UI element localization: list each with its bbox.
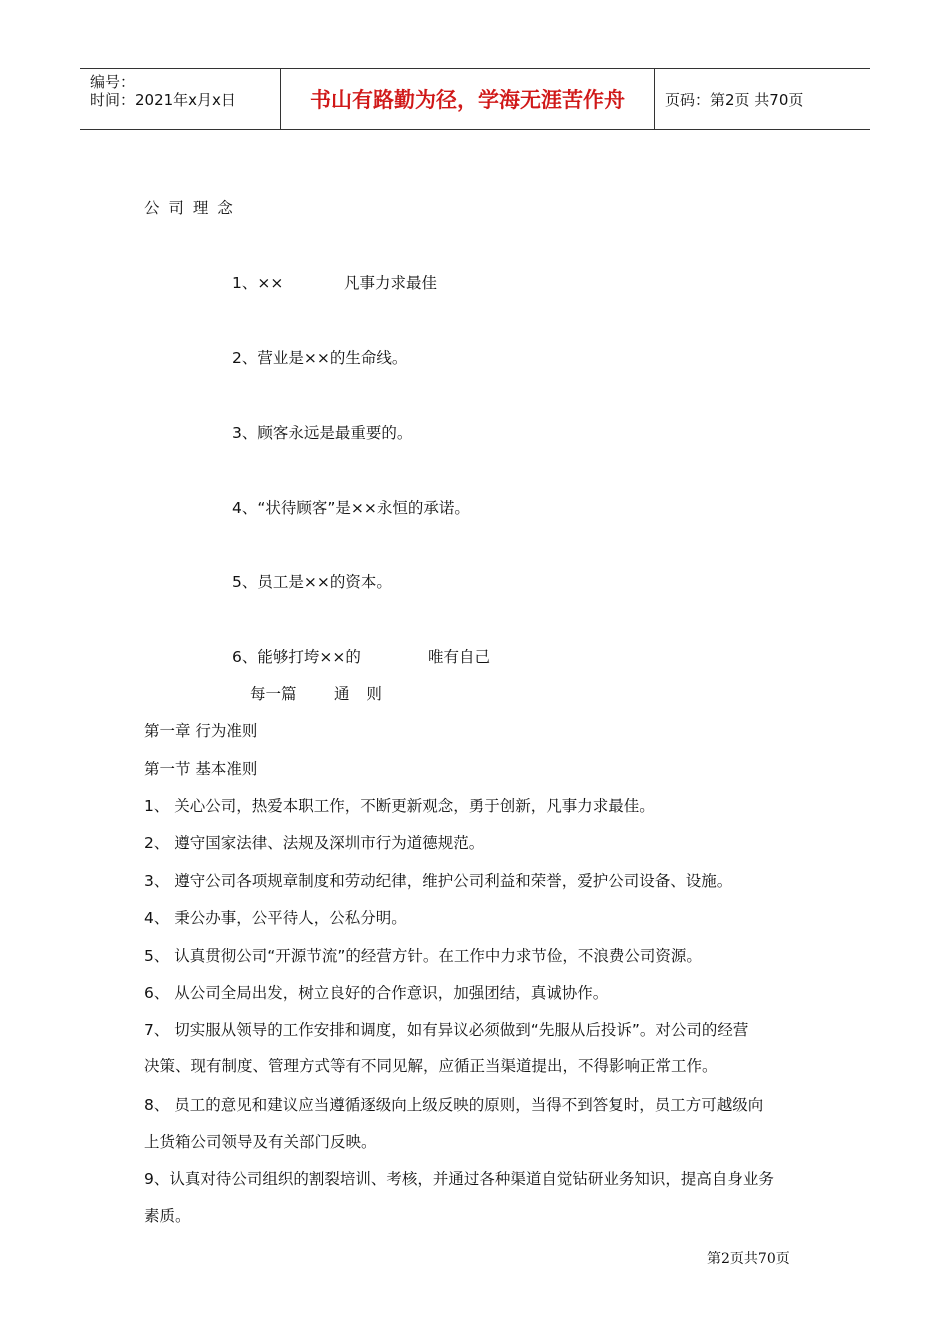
motto-text: 5、员工是××的资本。 <box>232 573 392 591</box>
part-title <box>250 682 388 704</box>
motto-text-right: 唯有自己 <box>428 648 491 666</box>
motto-text: 6、能够打垮××的 <box>232 648 361 666</box>
rule-line: 素质。 <box>144 1207 191 1225</box>
header-page-info: 页码：第2页 共70页 <box>665 90 804 109</box>
motto-text: 2、营业是××的生命线。 <box>232 349 408 367</box>
motto-item <box>232 421 412 443</box>
rule-line: 2、 遵守国家法律、法规及深圳市行为道德规范。 <box>144 834 485 852</box>
motto-item <box>232 570 392 592</box>
rule-line: 3、 遵守公司各项规章制度和劳动纪律，维护公司利益和荣誉，爱护公司设备、设施。 <box>144 872 733 890</box>
motto-text-right: 凡事力求最佳 <box>344 274 438 292</box>
motto-text: 1、×× <box>232 274 284 292</box>
motto-item <box>232 645 491 667</box>
motto-item <box>232 271 438 293</box>
page-footer: 第2页共70页 <box>707 1251 790 1267</box>
rule-line: 上货箱公司领导及有关部门反映。 <box>144 1133 377 1151</box>
section-heading: 第一节 基本准则 <box>144 760 258 778</box>
header-slogan: 书山有路勤为径，学海无涯苦作舟 <box>281 69 655 129</box>
motto-text: 4、“状待顾客”是××永恒的承诺。 <box>232 499 470 517</box>
motto-text: 3、顾客永远是最重要的。 <box>232 424 413 442</box>
motto-item <box>232 346 407 368</box>
rule-line: 9、认真对待公司组织的割裂培训、考核，并通过各种渠道自觉钻研业务知识，提高自身业务 <box>144 1170 774 1188</box>
chapter-title: 第一章 行为准则 <box>144 722 258 740</box>
rule-line: 7、 切实服从领导的工作安排和调度，如有异议必须做到“先服从后投诉”。对公司的经营 <box>144 1021 749 1039</box>
part-title-right: 通 则 <box>334 685 388 703</box>
rule-line: 决策、现有制度、管理方式等有不同见解，应循正当渠道提出，不得影响正常工作。 <box>144 1057 718 1075</box>
motto-item <box>232 496 470 518</box>
page-header <box>80 68 870 130</box>
rule-line: 8、 员工的意见和建议应当遵循逐级向上级反映的原则，当得不到答复时，员工方可越级向 <box>144 1096 764 1114</box>
part-title-left: 每一篇 <box>250 685 297 703</box>
document-date: 时间：2021年x月x日 <box>90 91 236 109</box>
rule-line: 4、 秉公办事，公平待人，公私分明。 <box>144 909 407 927</box>
rule-line: 6、 从公司全局出发，树立良好的合作意识，加强团结，真诚协作。 <box>144 984 609 1002</box>
document-number-label: 编号： <box>90 73 136 91</box>
header-meta <box>80 69 281 129</box>
rule-line: 5、 认真贯彻公司“开源节流”的经营方针。在工作中力求节俭，不浪费公司资源。 <box>144 947 702 965</box>
section-title: 公 司 理 念 <box>144 199 235 217</box>
rule-line: 1、 关心公司，热爱本职工作，不断更新观念，勇于创新，凡事力求最佳。 <box>144 797 655 815</box>
